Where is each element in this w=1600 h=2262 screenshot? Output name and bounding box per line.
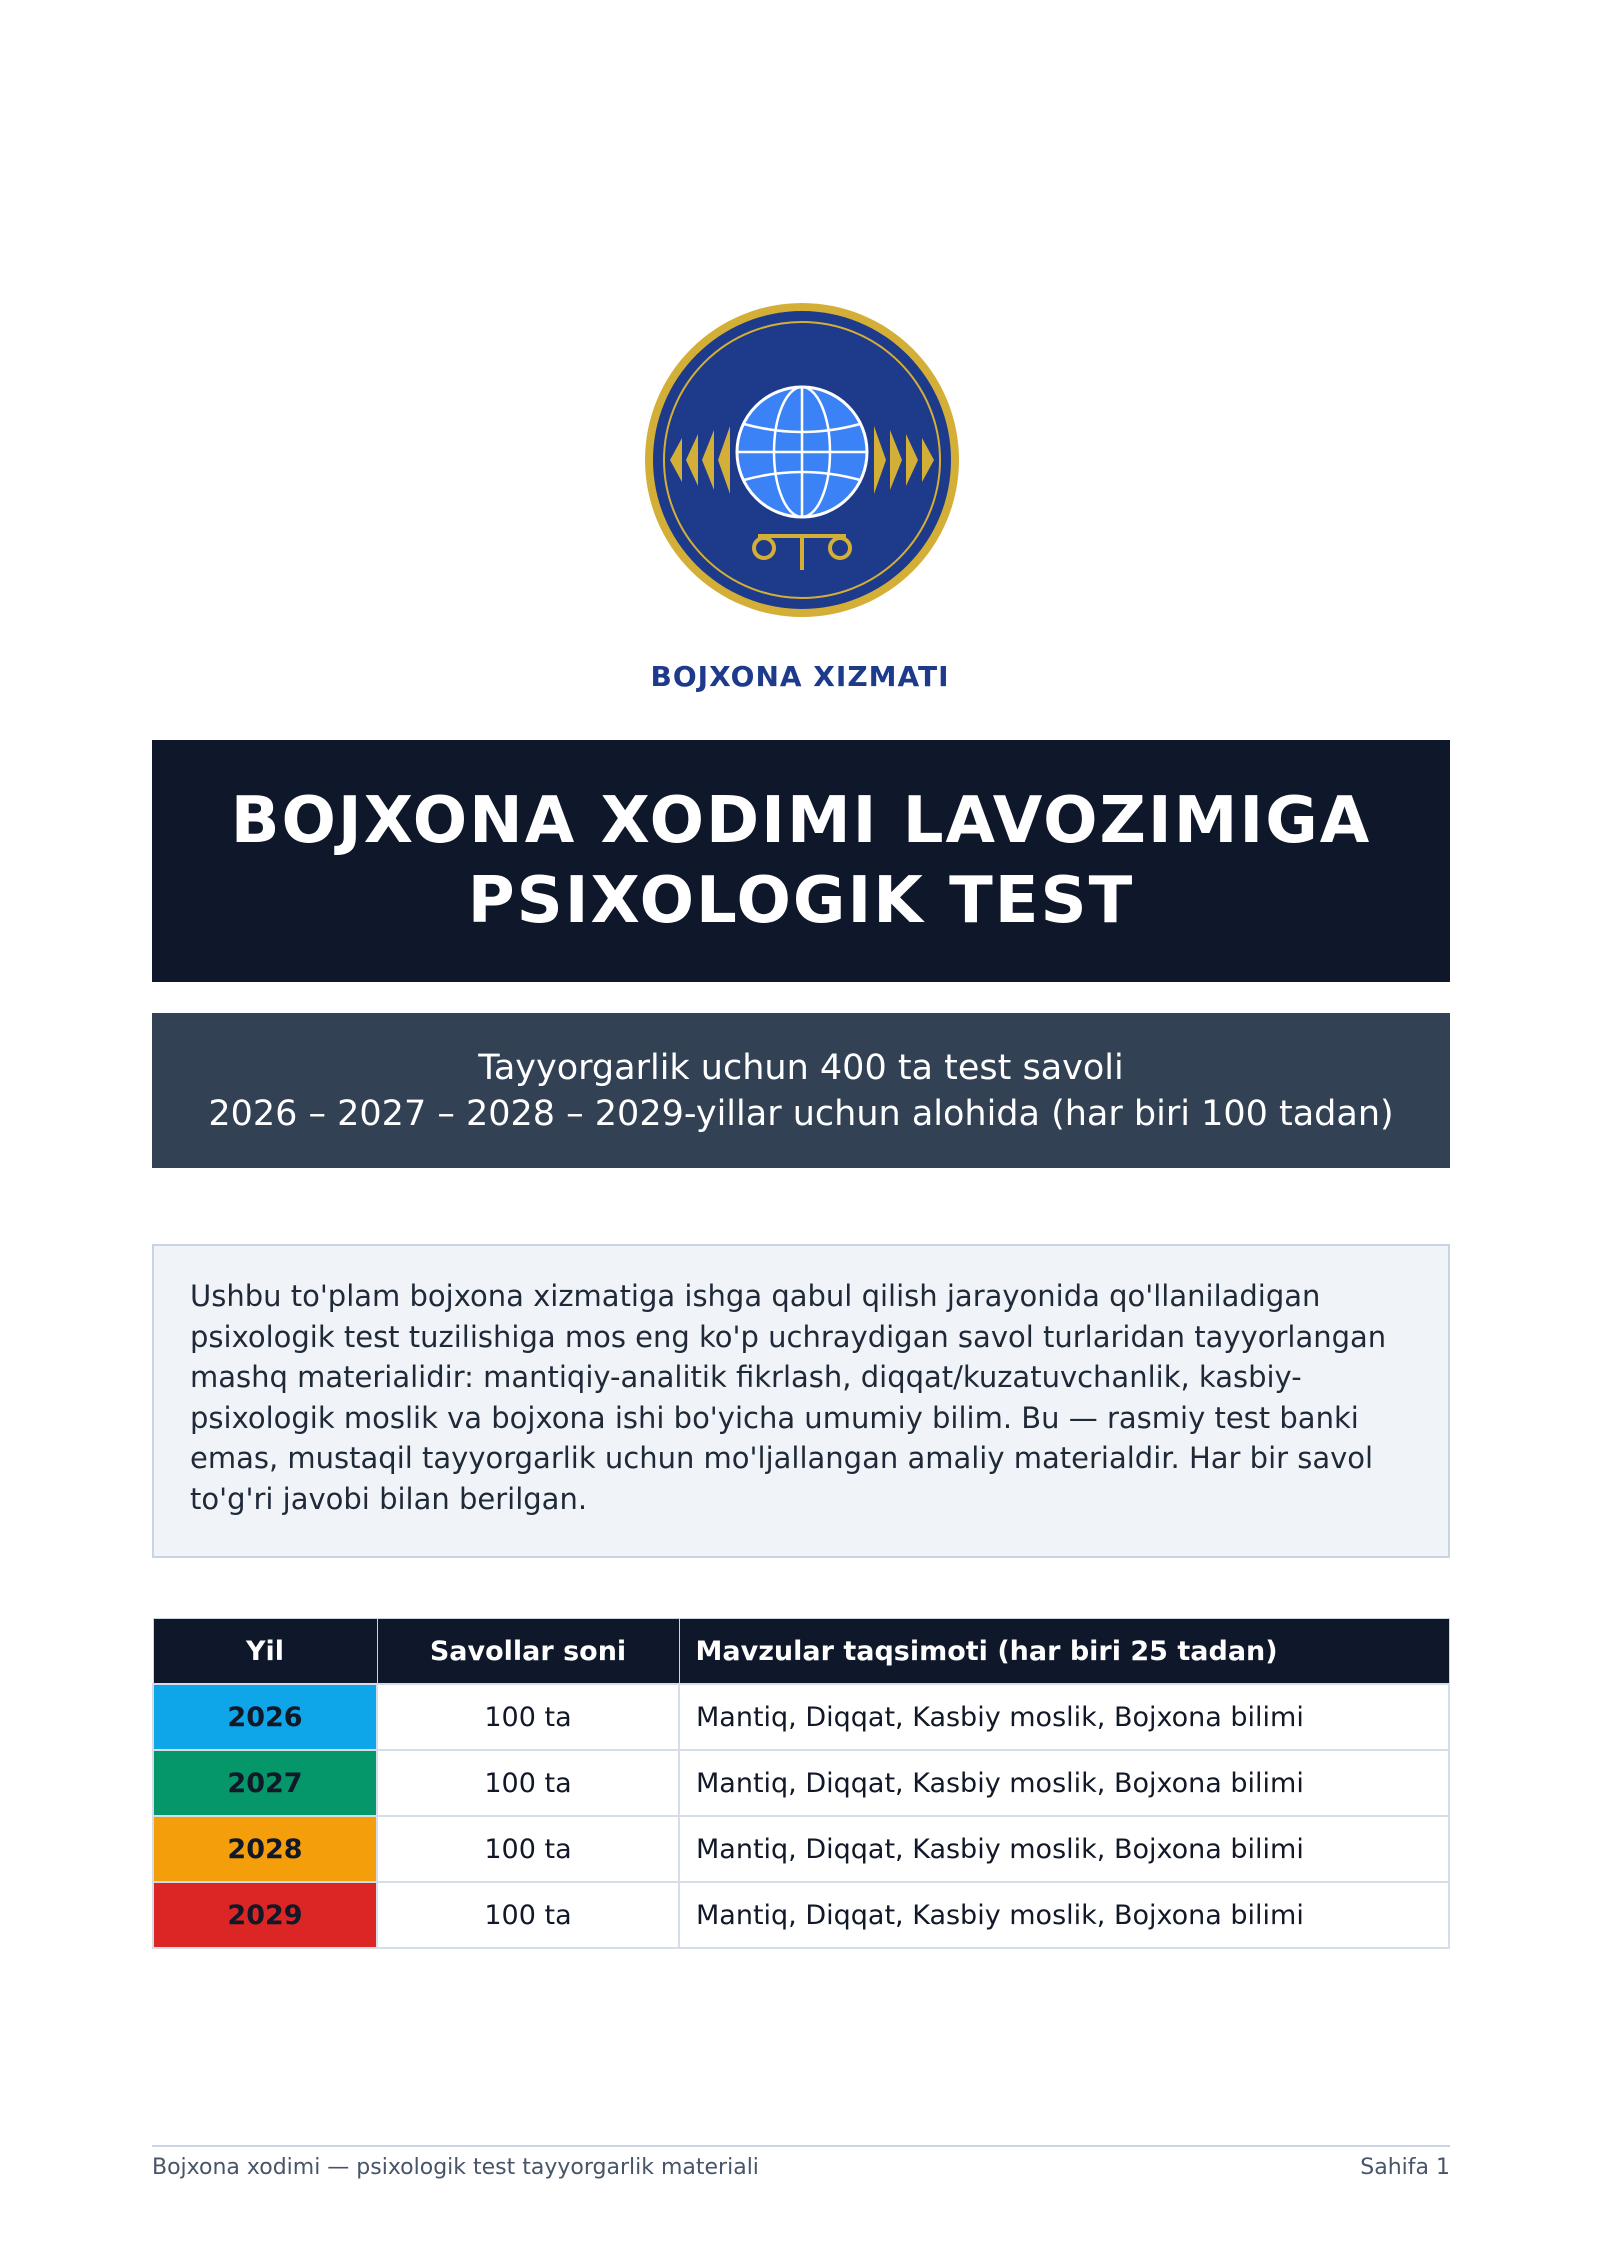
count-cell: 100 ta (377, 1816, 679, 1882)
header-year: Yil (153, 1619, 377, 1685)
footer-divider (152, 2145, 1450, 2147)
page-title (231, 781, 1372, 941)
subtitle-banner (152, 1013, 1450, 1168)
title-line-1: BOJXONA XODIMI LAVOZIMIGA (230, 784, 1372, 858)
customs-emblem-icon (640, 298, 964, 622)
table-row (153, 1684, 1449, 1750)
count-cell: 100 ta (377, 1882, 679, 1948)
topics-cell: Mantiq, Diqqat, Kasbiy moslik, Bojxona bilimi (679, 1816, 1449, 1882)
year-cell: 2027 (153, 1750, 377, 1816)
subtitle-line-1: Tayyorgarlik uchun 400 ta test savoli (478, 1047, 1124, 1088)
organization-name: BOJXONA XIZMATI (650, 660, 950, 693)
summary-table (152, 1618, 1450, 1949)
count-cell: 100 ta (377, 1684, 679, 1750)
header-count: Savollar soni (377, 1619, 679, 1685)
year-cell: 2026 (153, 1684, 377, 1750)
table-row (153, 1750, 1449, 1816)
intro-paragraph: Ushbu to'plam bojxona xizmatiga ishga qabul qilish jarayonida qo'llaniladigan psixologik test tuzilishiga mos eng ko'p uchraydigan savol turlaridan tayyorlangan mashq materialidir: mantiqiy-analitik fikrlash, diqqat/kuzatuvchanlik, kasbiy-psixologik moslik va bojxona ishi bo'yicha umumiy bilim. Bu — rasmiy test banki emas, mustaqil tayyorgarlik uchun mo'ljallangan amaliy materialdir. Har bir savol to'g'ri javobi bilan berilgan. (152, 1244, 1450, 1558)
header-topics: Mavzular taqsimoti (har biri 25 tadan) (679, 1619, 1449, 1685)
year-cell: 2029 (153, 1882, 377, 1948)
title-banner (152, 740, 1450, 982)
table-row (153, 1882, 1449, 1948)
table-row (153, 1816, 1449, 1882)
topics-cell: Mantiq, Diqqat, Kasbiy moslik, Bojxona bilimi (679, 1882, 1449, 1948)
count-cell: 100 ta (377, 1750, 679, 1816)
topics-cell: Mantiq, Diqqat, Kasbiy moslik, Bojxona bilimi (679, 1750, 1449, 1816)
title-line-2: PSIXOLOGIK TEST (467, 864, 1135, 938)
footer-document-title: Bojxona xodimi — psixologik test tayyorgarlik materiali (152, 2155, 759, 2180)
page-number: Sahifa 1 (1360, 2155, 1450, 2180)
topics-cell: Mantiq, Diqqat, Kasbiy moslik, Bojxona bilimi (679, 1684, 1449, 1750)
table-header-row (153, 1619, 1449, 1685)
subtitle-line-2: 2026 – 2027 – 2028 – 2029-yillar uchun alohida (har biri 100 tadan) (208, 1093, 1394, 1134)
year-cell: 2028 (153, 1816, 377, 1882)
